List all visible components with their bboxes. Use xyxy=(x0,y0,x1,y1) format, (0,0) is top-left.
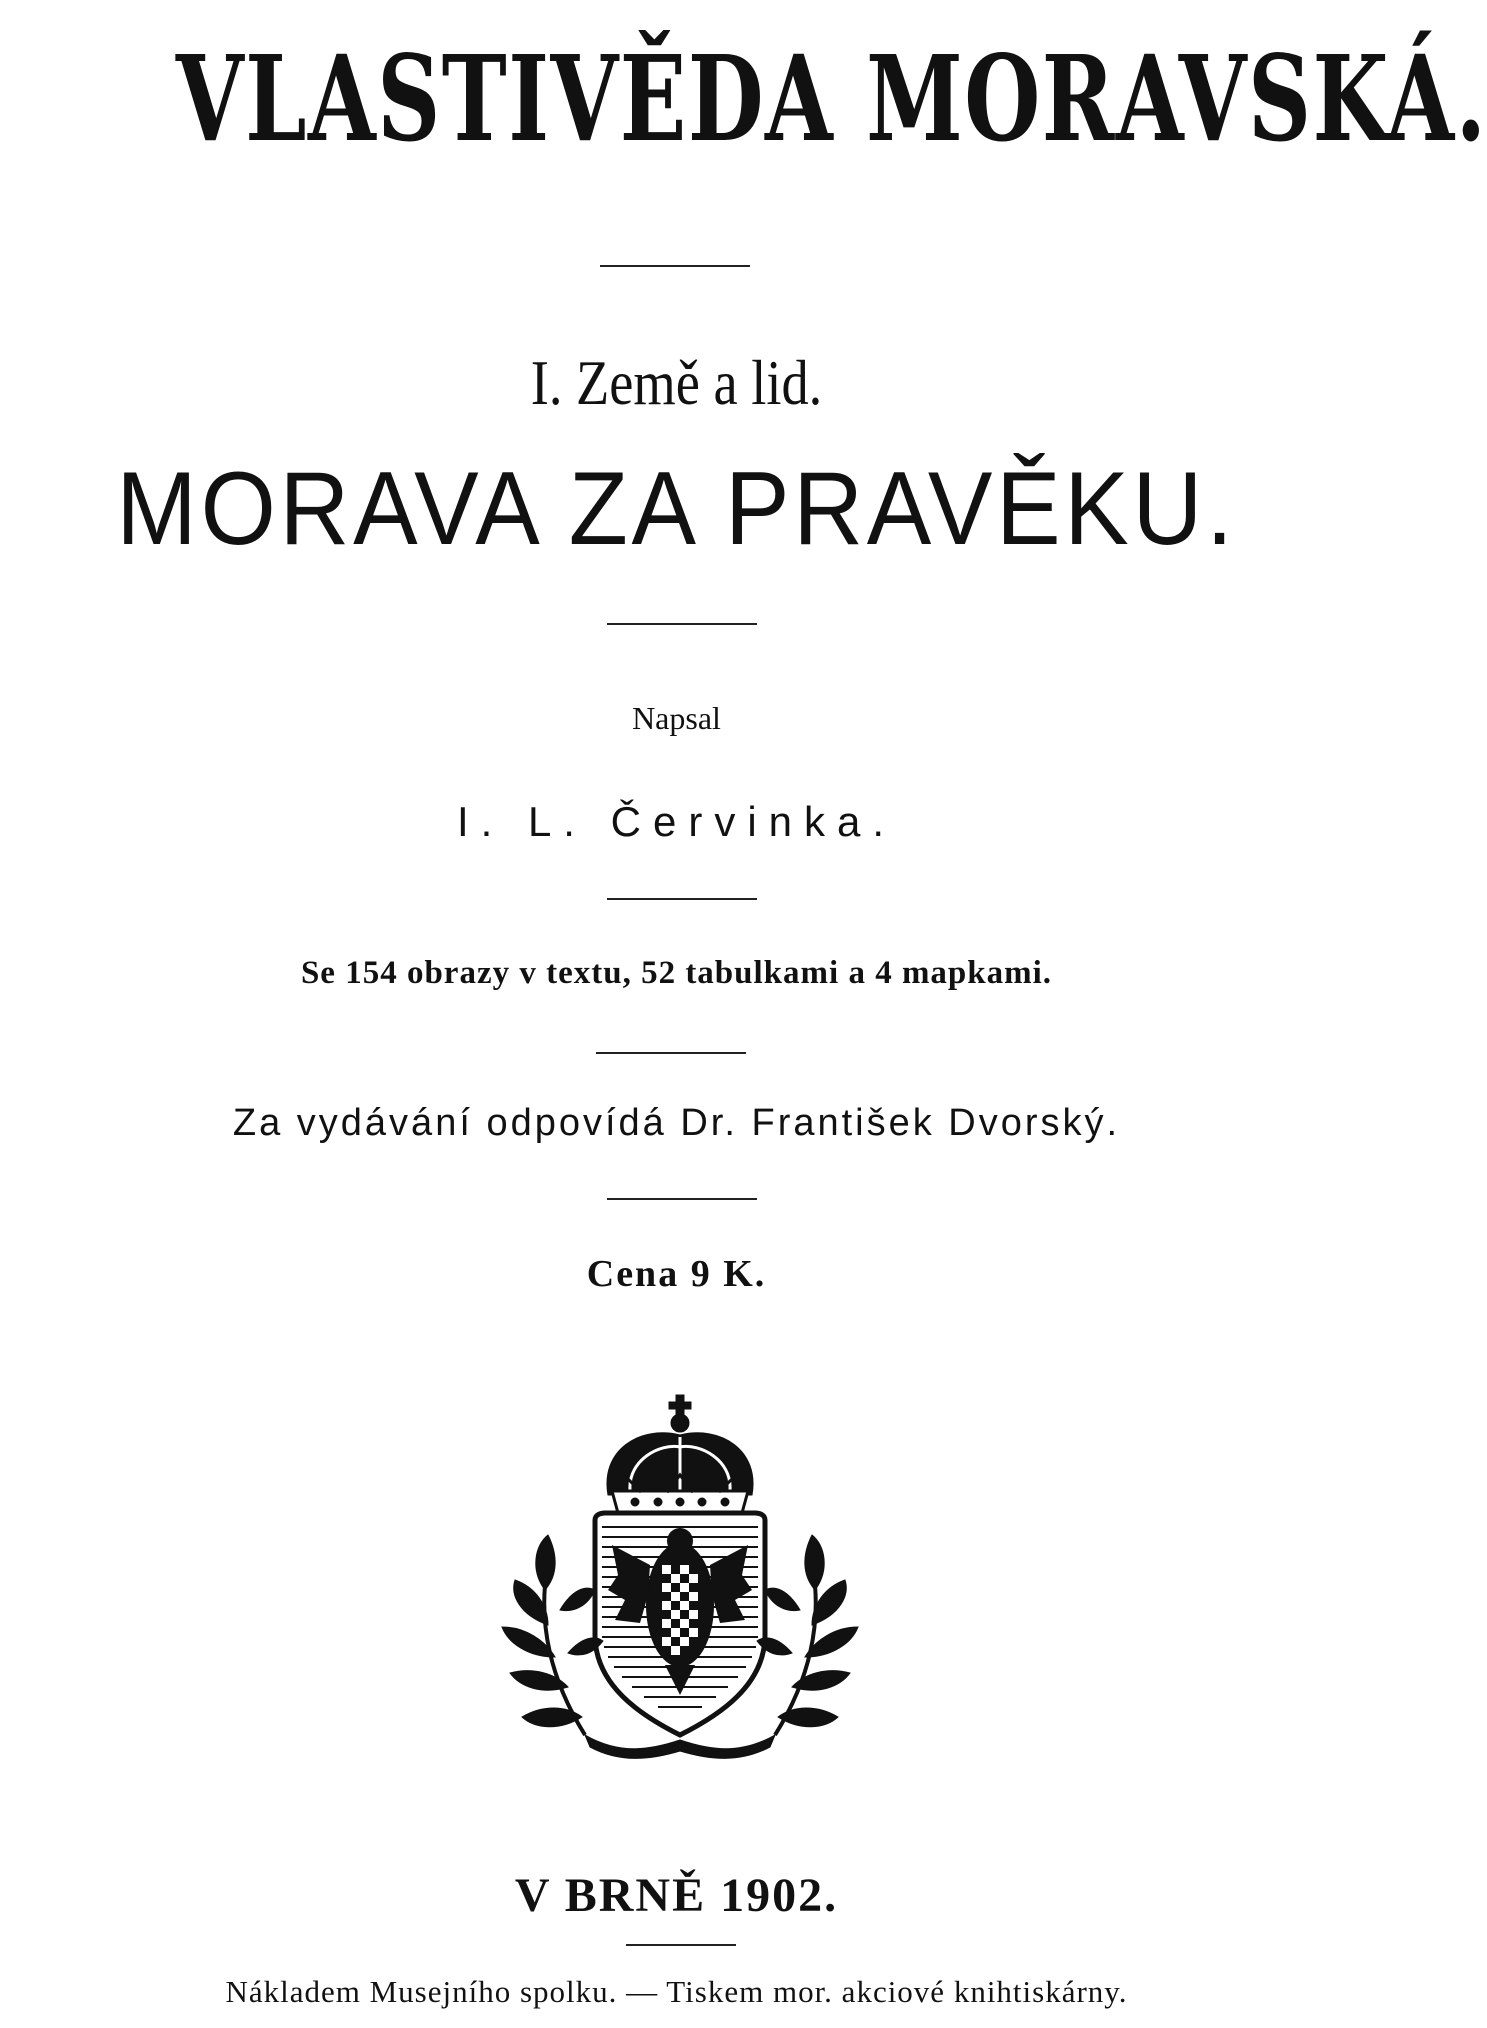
byline-label: Napsal xyxy=(632,700,721,736)
shield-icon xyxy=(595,1513,765,1735)
divider-rule xyxy=(607,1198,757,1200)
divider-rule xyxy=(626,1944,736,1946)
editor-note: Za vydávání odpovídá Dr. František Dvorský. xyxy=(232,1102,1121,1144)
illustrations-note: Se 154 obrazy v textu, 52 tabulkami a 4 mapkami. xyxy=(300,955,1053,991)
publisher-imprint: Nákladem Musejního spolku. — Tiskem mor. akciové knihtiskárny. xyxy=(225,1974,1128,2009)
series-title: VLASTIVĚDA MORAVSKÁ. xyxy=(175,29,1487,168)
book-title: MORAVA ZA PRAVĚKU. xyxy=(116,451,1237,567)
divider-rule xyxy=(607,623,757,625)
moravian-eagle-coat-of-arms-icon xyxy=(500,1395,860,1765)
divider-rule xyxy=(607,898,757,900)
author-name: I. L. Červinka. xyxy=(456,798,897,845)
price-label: Cena 9 K. xyxy=(586,1253,767,1295)
divider-rule xyxy=(596,1052,746,1054)
place-and-year: V BRNĚ 1902. xyxy=(514,1869,839,1922)
divider-rule xyxy=(600,265,750,267)
crown-icon xyxy=(607,1395,753,1513)
volume-title: I. Země a lid. xyxy=(530,347,823,418)
